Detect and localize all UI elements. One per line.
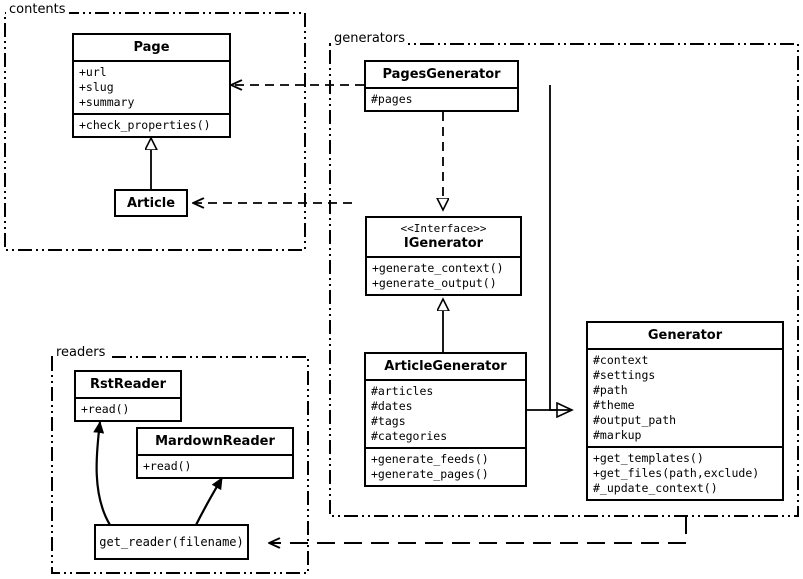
class-rst-reader-operations: [76, 397, 180, 420]
class-rst-reader[interactable]: [74, 370, 182, 422]
attribute-row: #settings: [593, 368, 656, 382]
attribute-row: +url: [79, 65, 107, 79]
attribute-row: +slug: [79, 80, 114, 94]
class-article-generator-attributes: [366, 379, 525, 447]
class-generator[interactable]: [586, 321, 784, 501]
operation-row: +generate_output(): [372, 276, 497, 290]
call-getreader-rstreader: [97, 422, 110, 525]
operation-row: +generate_feeds(): [371, 452, 489, 466]
class-page-attributes: [74, 60, 229, 113]
class-page-title: Page: [133, 40, 170, 55]
class-article-generator-title: ArticleGenerator: [384, 359, 507, 374]
operation-row: #_update_context(): [593, 481, 718, 495]
operation-row: +get_templates(): [593, 451, 704, 465]
package-label-generators: generators: [331, 31, 408, 46]
class-page[interactable]: [72, 33, 231, 138]
function-get-reader-label: get_reader(filename): [99, 535, 244, 549]
class-pages-generator-title: PagesGenerator: [382, 67, 501, 82]
attribute-row: #tags: [371, 414, 406, 428]
call-getreader-mardownreader: [196, 478, 222, 525]
function-get-reader[interactable]: [94, 524, 249, 560]
dependency-generator-getreader: [270, 516, 686, 543]
attribute-row: #output_path: [593, 413, 677, 427]
class-igenerator-operations: [367, 256, 520, 294]
class-article-generator[interactable]: [364, 352, 527, 487]
class-igenerator-stereotype: <<Interface>>: [400, 222, 487, 235]
attribute-row: #dates: [371, 399, 413, 413]
class-generator-title: Generator: [647, 328, 723, 343]
operation-row: +check_properties(): [79, 118, 211, 132]
attribute-row: #context: [593, 353, 649, 367]
class-mardown-reader-operations: [138, 454, 292, 477]
class-generator-operations: [588, 446, 782, 499]
attribute-row: #categories: [371, 429, 448, 443]
class-article-title: Article: [126, 195, 176, 211]
attribute-row: #markup: [593, 428, 642, 442]
class-rst-reader-title: RstReader: [89, 377, 167, 392]
attribute-row: #theme: [593, 398, 635, 412]
operation-row: +generate_context(): [372, 261, 504, 275]
class-igenerator-title: IGenerator: [403, 236, 484, 251]
class-article[interactable]: [114, 189, 188, 217]
class-pages-generator-attributes: [366, 87, 517, 110]
package-label-contents: contents: [6, 2, 69, 17]
class-mardown-reader[interactable]: [136, 427, 294, 479]
class-mardown-reader-title: MardownReader: [155, 434, 275, 449]
attribute-row: #articles: [371, 384, 434, 398]
attribute-row: +summary: [79, 95, 135, 109]
class-pages-generator[interactable]: [364, 60, 519, 112]
attribute-row: #path: [593, 383, 628, 397]
association-pagesgenerator-generator: [550, 85, 572, 410]
class-generator-attributes: [588, 348, 782, 446]
operation-row: +read(): [143, 459, 192, 473]
operation-row: +get_files(path,exclude): [593, 466, 760, 480]
operation-row: +generate_pages(): [371, 467, 489, 481]
class-article-generator-operations: [366, 447, 525, 485]
package-label-readers: readers: [53, 345, 108, 360]
class-page-operations: [74, 113, 229, 136]
operation-row: +read(): [81, 402, 130, 416]
attribute-row: #pages: [371, 92, 413, 106]
class-igenerator[interactable]: [365, 216, 522, 296]
